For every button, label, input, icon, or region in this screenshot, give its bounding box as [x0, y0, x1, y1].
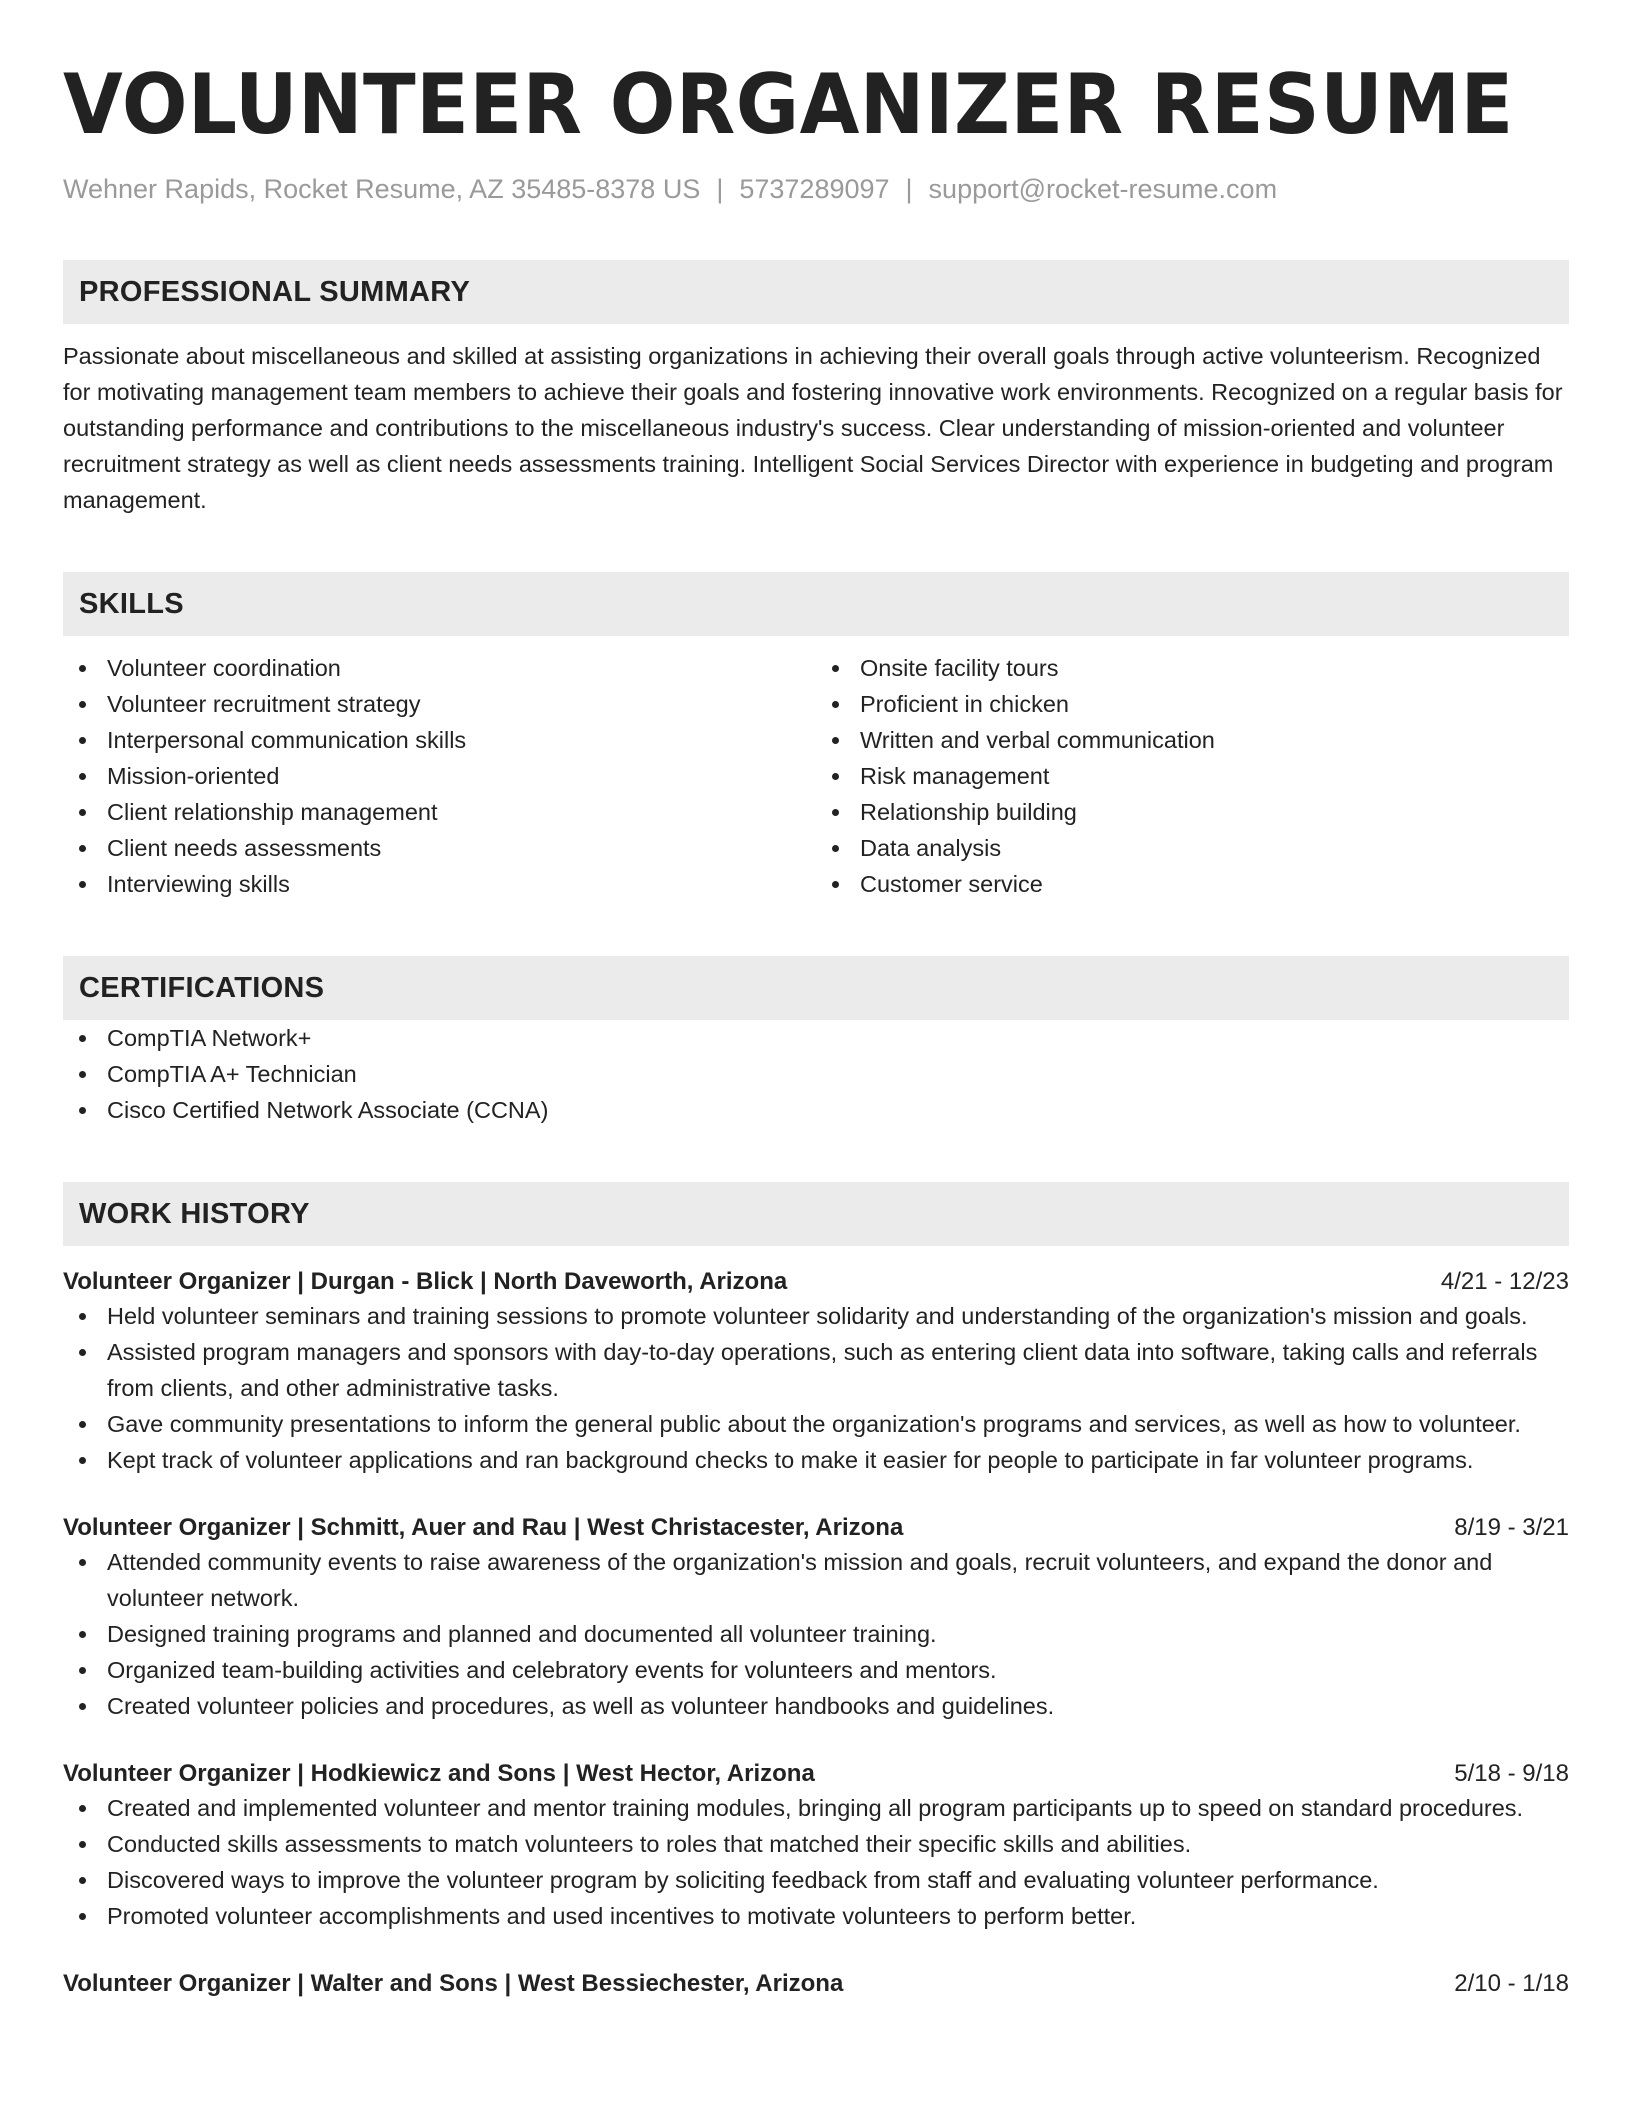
job-title: Volunteer Organizer | Hodkiewicz and Sons | West Hector, Arizona	[63, 1760, 815, 1787]
job-title: Volunteer Organizer | Durgan - Blick | North Daveworth, Arizona	[63, 1268, 788, 1295]
job-bullet: Gave community presentations to inform the general public about the organization's programs and services, as well as how to volunteer.	[63, 1406, 1569, 1442]
skill-item: Data analysis	[816, 830, 1569, 866]
summary-heading: PROFESSIONAL SUMMARY	[63, 260, 1569, 324]
skills-heading: SKILLS	[63, 572, 1569, 636]
job-entry	[63, 1266, 1569, 1478]
job-bullet: Discovered ways to improve the volunteer program by soliciting feedback from staff and evaluating volunteer performance.	[63, 1862, 1569, 1898]
skill-item: Written and verbal communication	[816, 722, 1569, 758]
skill-item: Client needs assessments	[63, 830, 816, 866]
job-bullet: Created volunteer policies and procedures, as well as volunteer handbooks and guidelines.	[63, 1688, 1569, 1724]
job-entry	[63, 1512, 1569, 1724]
job-dates: 8/19 - 3/21	[1454, 1514, 1569, 1541]
job-bullet: Held volunteer seminars and training sessions to promote volunteer solidarity and understanding of the organization's mission and goals.	[63, 1298, 1569, 1334]
skill-item: Relationship building	[816, 794, 1569, 830]
job-header	[63, 1512, 1569, 1544]
skills-left-column	[63, 650, 816, 902]
contact-separator: |	[905, 174, 913, 204]
contact-email: support@rocket-resume.com	[928, 174, 1278, 204]
certification-item: CompTIA A+ Technician	[63, 1056, 1569, 1092]
certifications-list	[63, 1020, 1569, 1128]
job-header	[63, 1758, 1569, 1790]
skill-item: Volunteer coordination	[63, 650, 816, 686]
contact-address: Wehner Rapids, Rocket Resume, AZ 35485-8378 US	[63, 174, 701, 204]
work-history-heading: WORK HISTORY	[63, 1182, 1569, 1246]
certifications-heading: CERTIFICATIONS	[63, 956, 1569, 1020]
certification-item: CompTIA Network+	[63, 1020, 1569, 1056]
contact-line	[63, 172, 1569, 206]
job-title: Volunteer Organizer | Walter and Sons | West Bessiechester, Arizona	[63, 1970, 844, 1997]
skill-item: Onsite facility tours	[816, 650, 1569, 686]
summary-text: Passionate about miscellaneous and skilled at assisting organizations in achieving their overall goals through active volunteerism. Recognized for motivating management team members to achieve their goals and fostering innovative work environments. Recognized on a regular basis for outstanding performance and contributions to the miscellaneous industry's success. Clear understanding of mission-oriented and volunteer recruitment strategy as well as client needs assessments training. Intelligent Social Services Director with experience in budgeting and program management.	[63, 343, 1563, 513]
skill-item: Interviewing skills	[63, 866, 816, 902]
job-bullets	[63, 1298, 1569, 1478]
certification-item: Cisco Certified Network Associate (CCNA)	[63, 1092, 1569, 1128]
skill-item: Client relationship management	[63, 794, 816, 830]
job-title: Volunteer Organizer | Schmitt, Auer and Rau | West Christacester, Arizona	[63, 1514, 904, 1541]
job-bullet: Organized team-building activities and celebratory events for volunteers and mentors.	[63, 1652, 1569, 1688]
skill-item: Volunteer recruitment strategy	[63, 686, 816, 722]
skills-list	[63, 650, 1569, 902]
job-bullets	[63, 1790, 1569, 1934]
job-bullet: Created and implemented volunteer and mentor training modules, bringing all program participants up to speed on standard procedures.	[63, 1790, 1569, 1826]
job-dates: 2/10 - 1/18	[1454, 1970, 1569, 1997]
skill-item: Risk management	[816, 758, 1569, 794]
skill-item: Interpersonal communication skills	[63, 722, 816, 758]
contact-phone: 5737289097	[739, 174, 890, 204]
job-entry	[63, 1968, 1569, 2000]
job-bullet: Kept track of volunteer applications and ran background checks to make it easier for people to participate in far volunteer programs.	[63, 1442, 1569, 1478]
job-header	[63, 1266, 1569, 1298]
contact-separator: |	[716, 174, 724, 204]
job-bullet: Conducted skills assessments to match volunteers to roles that matched their specific skills and abilities.	[63, 1826, 1569, 1862]
job-bullet: Designed training programs and planned and documented all volunteer training.	[63, 1616, 1569, 1652]
job-bullets	[63, 1544, 1569, 1724]
skill-item: Mission-oriented	[63, 758, 816, 794]
job-dates: 5/18 - 9/18	[1454, 1760, 1569, 1787]
skill-item: Proficient in chicken	[816, 686, 1569, 722]
skills-right-column	[816, 650, 1569, 902]
skill-item: Customer service	[816, 866, 1569, 902]
job-bullet: Assisted program managers and sponsors with day-to-day operations, such as entering client data into software, taking calls and referrals from clients, and other administrative tasks.	[63, 1334, 1569, 1406]
job-entry	[63, 1758, 1569, 1934]
job-dates: 4/21 - 12/23	[1440, 1268, 1569, 1295]
page-title: VOLUNTEER ORGANIZER RESUME	[63, 56, 1514, 153]
job-bullet: Promoted volunteer accomplishments and used incentives to motivate volunteers to perform better.	[63, 1898, 1569, 1934]
job-header	[63, 1968, 1569, 2000]
job-bullet: Attended community events to raise awareness of the organization's mission and goals, recruit volunteers, and expand the donor and volunteer network.	[63, 1544, 1569, 1616]
